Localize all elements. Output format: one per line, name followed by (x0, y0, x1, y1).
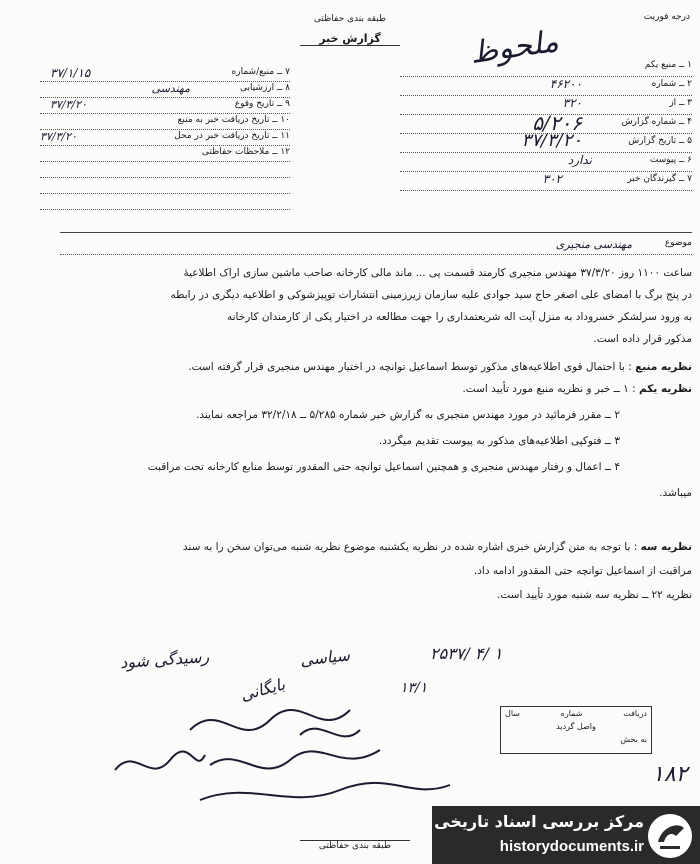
stamp-number: شماره (560, 709, 583, 718)
field-label: ۷ ــ منبع/شماره (231, 67, 290, 77)
blank-line (40, 194, 290, 210)
field-value: ندارد (567, 153, 592, 167)
first-comment-item: ۳ ــ فتوکپی اطلاعیه‌های مذکور به پیوست تقدیم میگردد. (378, 435, 620, 447)
stamp-year: سال (505, 709, 520, 718)
archive-logo-icon (646, 812, 694, 860)
signature-stroke (115, 751, 205, 770)
stamp-to-section: به بخش (620, 735, 647, 744)
form-title: گزارش خبر (300, 32, 400, 46)
field-value: ۳۲۰ (562, 96, 582, 110)
priority-label: درجه فوریت (643, 12, 690, 22)
signature-stroke (300, 729, 360, 737)
archive-watermark (432, 806, 700, 864)
field-label: ۵ ــ تاریخ گزارش (628, 136, 692, 146)
source-comment-text: با احتمال قوی اطلاعیه‌های مذکور توسط اسماعیل توانچه در اختیار مهندس منجیری قرار گرفته است. (188, 361, 625, 373)
field-row (40, 114, 290, 130)
first-comment-item: ۱ ــ خبر و نظریه منبع مورد تأیید است. (462, 383, 629, 395)
field-row (400, 130, 692, 153)
signature-scribbles (180, 690, 460, 820)
body-line: به ورود سرلشکر خسروداد به منزل آیت اله شریعتمداری را جهت مطالعه در اختیار یکی از کارمندان کارخانه (226, 311, 692, 323)
handwritten-note: سیاسی (299, 645, 351, 670)
comment-22: نظریه ۲۲ ــ نظریه سه شنبه مورد تأیید است. (497, 589, 692, 601)
field-row (400, 172, 692, 191)
stamp-row (501, 707, 651, 720)
field-value: ۳۰۲ (542, 172, 562, 186)
source-comment-row: نظریه منبع : با احتمال قوی اطلاعیه‌های مذکور توسط اسماعیل توانچه در اختیار مهندس منجیری قرار گرفته است. (188, 361, 692, 373)
blank-line (40, 162, 290, 178)
stamp-row (501, 720, 651, 733)
body-line: مذکور قرار داده است. (593, 333, 692, 345)
field-row (400, 77, 692, 96)
first-comment-item: ۲ ــ مقرر فرمائید در مورد مهندس منجیری به گزارش خبر شماره ۵/۲۸۵ ــ ۳۲/۲/۱۸ مراجعه نمایند. (196, 409, 620, 421)
field-label: ۶ ــ پیوست (649, 155, 692, 165)
field-label: ۱۰ ــ تاریخ دریافت خبر به منبع (177, 115, 290, 125)
handwritten-note: بایگانی (238, 674, 287, 705)
source-comment-label: نظریه منبع (635, 361, 692, 373)
header-divider (60, 232, 692, 233)
watermark-title: مرکز بررسی اسناد تاریخی (434, 812, 644, 831)
classification-bottom: طبقه بندی حفاظتی (300, 840, 410, 851)
subject-row (430, 238, 692, 254)
first-comment-item: ۴ ــ اعمال و رفتار مهندس منجیری و همچنین اسماعیل توانچه حتی المقدور توسط منابع کارخانه تحت مراقبت (147, 461, 620, 473)
classification-top: طبقه بندی حفاظتی (313, 14, 387, 24)
signature-stroke (190, 710, 350, 730)
right-fields (400, 58, 692, 191)
field-label: ۱۱ ــ تاریخ دریافت خبر در محل (174, 131, 290, 141)
signature-left (110, 740, 210, 790)
field-row (40, 98, 290, 114)
date-stamp: ۲۵۳۷/ ۴/ ۱ (430, 644, 503, 663)
field-label: ۱۲ ــ ملاحظات حفاظتی (201, 147, 290, 157)
stamp-row (501, 733, 651, 746)
field-value: ۵/۲۰۶ (532, 111, 582, 135)
body-line: ساعت ۱۱۰۰ روز ۳۷/۳/۲۰ مهندس منجیری کارمند قسمت پی ... ماند مالی کارخانه صاحب ماشین سازی اراک اطلاعیهٔ (183, 267, 692, 279)
subject-underline (60, 254, 692, 255)
third-comment-text: با توجه به متن گزارش خبری اشاره شده در نظریه یکشنبه موضوع نظریه شنبه می‌توان سخن را به سند (182, 541, 631, 553)
field-label: ۲ ــ شماره (651, 79, 692, 89)
field-row (40, 82, 290, 98)
field-label: ۷ ــ گیرندگان خبر (627, 174, 692, 184)
field-value: ۳۷/۳/۲۰ (40, 130, 77, 143)
third-comment-continued: مراقبت از اسماعیل توانچه حتی المقدور ادامه داد. (473, 565, 692, 577)
field-label: ۹ ــ تاریخ وقوع (234, 99, 290, 109)
field-value: مهندسی (151, 82, 190, 95)
page-number: ۱۸۲ (652, 762, 688, 787)
first-comment-label: نظریه یکم (639, 383, 692, 395)
blank-line (40, 178, 290, 194)
report-body (20, 262, 692, 350)
field-label: ۱ ــ منبع یکم (644, 60, 692, 70)
field-label: ۸ ــ ارزشیابی (239, 83, 290, 93)
third-comment-label: نظریه سه (640, 541, 692, 553)
receipt-stamp (500, 706, 652, 754)
handwritten-top-note: ملحوظ (467, 24, 561, 71)
field-value: ۳۷/۳/۲۰ (50, 98, 87, 111)
stamp-received: دریافت (623, 709, 647, 718)
field-label: ۴ ــ شماره گزارش (621, 117, 692, 127)
watermark-url[interactable]: historydocuments.ir (499, 838, 644, 855)
subject-value: مهندسی منجیری (555, 238, 632, 251)
left-fields (40, 66, 290, 210)
signature-stroke (200, 783, 450, 800)
handwritten-note: رسیدگی شود (119, 646, 210, 673)
stamp-arrived: واصل گردید (556, 722, 596, 731)
field-label: ۳ ــ از (669, 98, 692, 108)
signature-stroke (210, 750, 380, 769)
field-value: ۳۷/۳/۲۰ (521, 130, 582, 151)
first-comment-item: میباشد. (659, 487, 692, 499)
field-value: ۳۷/۱/۱۵ (50, 66, 91, 80)
first-comment-row: نظریه یکم : ۱ ــ خبر و نظریه منبع مورد تأیید است. (462, 383, 692, 395)
field-row (40, 130, 290, 146)
field-row (40, 146, 290, 162)
third-comment-row: نظریه سه : با توجه به متن گزارش خبری اشاره شده در نظریه یکشنبه موضوع نظریه شنبه می‌توان سخن را به سند (182, 541, 692, 553)
field-row (40, 66, 290, 82)
subject-label: موضوع (664, 238, 692, 248)
field-row (400, 153, 692, 172)
handwritten-note: ۱۳/۱ (400, 680, 428, 696)
field-row (400, 58, 692, 77)
field-value: ۴۶۲۰۰ (549, 77, 582, 91)
body-line: در پنج برگ با امضای علی اصغر حاج سید جوادی علیه سازمان زیرزمینی انتشارات توپیزشوکی و اطلاعیه دیگری در رابطه (170, 289, 692, 301)
